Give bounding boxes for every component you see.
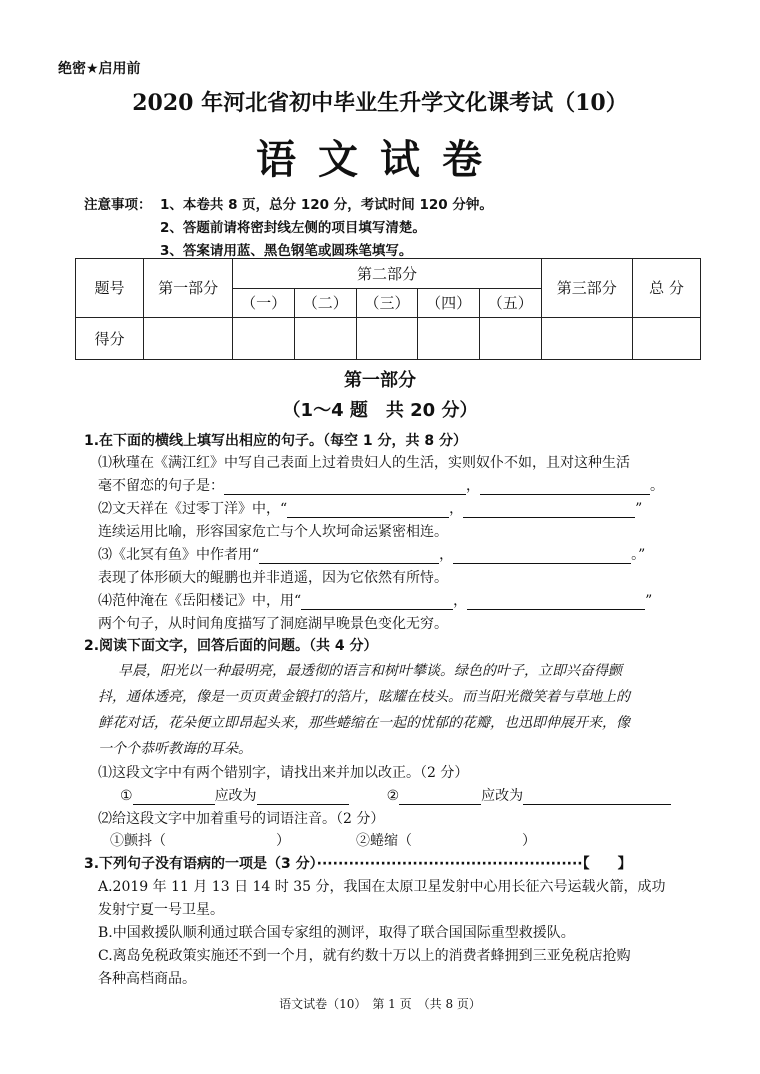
answer-blank[interactable] [480,479,650,495]
q3-option-c[interactable]: C.离岛免税政策实施还不到一个月，就有约数十万以上的消费者蜂拥到三亚免税店抢购 [98,948,631,964]
q3-option-b[interactable]: B.中国救援队顺利通过联合国专家组的测评，取得了联合国国际重型救援队。 [98,925,575,941]
q2-stem: 2.阅读下面文字，回答后面的问题。（共 4 分） [84,638,378,654]
circle-one: ① [120,788,133,804]
q1-s3b: 表现了体形硕大的鲲鹏也并非逍遥，因为它依然有所恃。 [98,570,448,586]
q3-option-a[interactable]: A.2019 年 11 月 13 日 14 时 35 分，我国在太原卫星发射中心用长征六号运载火箭，成功 [98,879,666,895]
q1-s4b: 两个句子，从时间角度描写了洞庭湖早晚景色变化无穷。 [98,616,448,632]
score-cell[interactable] [479,317,541,359]
answer-blank[interactable] [133,789,215,805]
col-total: 总 分 [633,259,701,318]
comma: ， [466,478,480,494]
score-cell[interactable] [143,317,232,359]
answer-blank[interactable] [287,502,449,518]
score-cell[interactable] [294,317,356,359]
q1-s2-line [98,498,642,518]
q2-passage-line: 抖，通体透亮，像是一页页黄金锻打的箔片，眩耀在枝头。而当阳光微笑着与草地上的 [98,689,630,705]
q2-word1-line [110,830,290,850]
q1-s2a: ⑵文天祥在《过零丁洋》中，“ [98,501,288,517]
score-table [75,258,701,360]
score-cell[interactable] [418,317,480,359]
q1-s1b: 毫不留恋的句子是： [98,478,224,494]
note-item-1: 1、本卷共 8 页，总分 120 分，考试时间 120 分钟。 [160,197,493,213]
quote-end: ” [635,501,643,517]
q1-stem: 1.在下面的横线上填写出相应的句子。（每空 1 分，共 8 分） [84,433,468,449]
answer-blank[interactable] [259,548,439,564]
score-cell[interactable] [356,317,418,359]
q2-passage-line: 早晨，阳光以一种最明亮，最透彻的语言和树叶攀谈。绿色的叶子，立即兴奋得颤 [118,663,622,679]
score-cell[interactable] [541,317,632,359]
notes-label: 注意事项： [84,197,152,213]
sub-col-5: （五） [479,289,541,317]
sub-col-4: （四） [418,289,480,317]
q2-sub1: ⑴这段文字中有两个错别字，请找出来并加以改正。（2 分） [98,765,469,781]
col-part3: 第三部分 [541,259,632,318]
q3-option-a-cont: 发射宁夏一号卫星。 [98,902,224,918]
q2-correction-line [120,785,671,805]
note-item-2: 2、答题前请将密封线左侧的项目填写清楚。 [160,220,426,236]
period-quote: 。” [631,547,646,563]
col-part1: 第一部分 [143,259,232,318]
close-paren: ） [276,833,290,849]
col-question: 题号 [76,259,144,318]
quote-end: ” [645,593,653,609]
comma: ， [449,501,464,517]
answer-blank[interactable] [453,548,631,564]
word1-label: ①颤抖（ [110,833,166,849]
q1-s1-line [98,475,664,495]
q2-passage-line: 鲜花对话，花朵便立即昂起头来，那些蜷缩在一起的忧郁的花瓣，也迅即伸展开来，像 [98,715,630,731]
sub-col-1: （一） [233,289,295,317]
answer-blank[interactable] [467,594,645,610]
should-be-label: 应改为 [214,788,257,804]
word2-label: ②蜷缩（ [356,833,412,849]
q1-s3a: ⑶《北冥有鱼》中作者用“ [98,547,260,563]
sub-col-2: （二） [294,289,356,317]
answer-blank[interactable] [257,789,349,805]
circle-two: ② [386,788,400,804]
subject-title: 语文试卷 [256,136,504,183]
part1-title: 第一部分 [344,370,416,391]
answer-blank[interactable] [523,789,671,805]
period: 。 [650,478,664,494]
q1-s4a: ⑷范仲淹在《岳阳楼记》中，用“ [98,593,302,609]
q2-sub2: ⑵给这段文字中加着重号的词语注音。（2 分） [98,811,385,827]
answer-blank[interactable] [399,789,481,805]
q3-stem: 3.下列句子没有语病的一项是（3 分）··················································【 】 [84,856,632,872]
q3-option-c-cont: 各种高档商品。 [98,971,196,987]
sub-col-3: （三） [356,289,418,317]
part1-range: （1～4 题 共 20 分） [282,400,478,421]
should-be-label: 应改为 [481,788,524,804]
answer-blank[interactable] [224,479,466,495]
confidential-label: 绝密★启用前 [58,61,141,77]
q1-s4-line [98,590,652,610]
exam-title: 2020 年河北省初中毕业生升学文化课考试（10） [132,90,628,116]
q1-s3-line [98,544,645,564]
score-cell[interactable] [233,317,295,359]
page-footer: 语文试卷（10） 第 1 页 （共 8 页） [279,997,481,1011]
note-item-3: 3、答案请用蓝、黑色钢笔或圆珠笔填写。 [160,243,413,259]
q1-s2b: 连续运用比喻，形容国家危亡与个人坎坷命运紧密相连。 [98,524,448,540]
q2-word2-line [356,830,536,850]
q1-s1a: ⑴秋瑾在《满江红》中写自己表面上过着贵妇人的生活，实则奴仆不如，且对这种生活 [98,455,630,471]
score-cell[interactable] [633,317,701,359]
comma: ， [453,593,468,609]
close-paren: ） [522,833,536,849]
answer-blank[interactable] [301,594,453,610]
comma: ， [439,547,454,563]
q2-passage-line: 一个个恭听教诲的耳朵。 [98,741,252,757]
row-score-label: 得分 [76,317,144,359]
col-part2: 第二部分 [233,259,541,289]
answer-blank[interactable] [463,502,635,518]
